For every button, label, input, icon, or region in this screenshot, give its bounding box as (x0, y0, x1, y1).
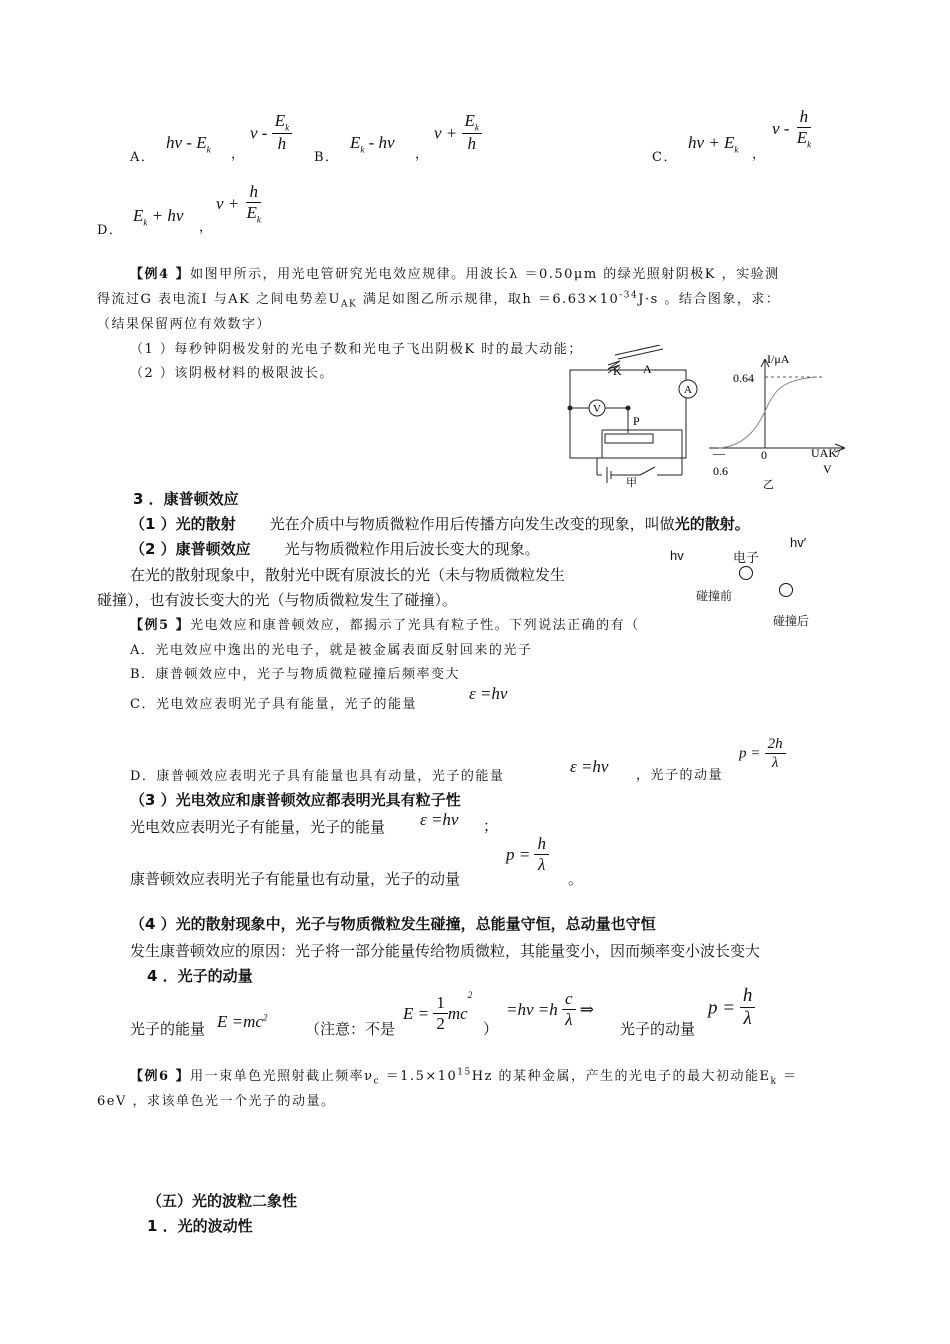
compton-hv-prime-label: hv′ (790, 535, 807, 550)
example-6-line1: 【例6 】用一束单色光照射截止频率$\nu_c =1.5\times 10^{15}Hz$ 的某种金属，产生的光电子的最大初动能$E_k$ ＝ (130, 1067, 798, 1087)
section-3-p4-text: 发生康普顿效应的原因：光子将一部分能量传给物质微粒，其能量变小，因而频率变小波长变大 (130, 942, 761, 960)
y-tick-label: 0.64 (733, 371, 754, 385)
section-4-eq3: =hν =h $\frac{c}{\lambda}$ ⇒ (506, 989, 595, 1029)
electron-before-circle (739, 566, 753, 580)
option-a-expr1: hν - $E_k$ (166, 133, 211, 155)
comma: ， (752, 147, 767, 162)
compton-before-label: 碰撞前 (696, 589, 733, 603)
example-5-option-a: A．光电效应中逸出的光电子，就是被金属表面反射回来的光子 (130, 643, 533, 658)
section-4-eq4: p = $\frac{h}{\lambda}$ (708, 986, 755, 1031)
option-b-label: B． (314, 150, 340, 165)
section-4-lead: 光子的能量 (130, 1020, 206, 1038)
option-b-expr2: ν + $\frac{E_k}{h}$ (434, 112, 482, 155)
option-b-expr1: $E_k$ - hν (350, 133, 395, 155)
example-5-option-d-eq: ε =hν (570, 757, 609, 776)
example-4-line3: （结果保留两位有效数字） (97, 317, 272, 332)
voltmeter-label: V (593, 403, 601, 415)
option-a-label: A． (130, 150, 156, 165)
comma: ， (231, 147, 246, 162)
x-axis-unit: V (823, 462, 832, 476)
example-5-option-c-eq: ε =hν (469, 684, 508, 703)
iu-curve (719, 377, 817, 448)
option-a-expr2: ν - $\frac{E_k}{h}$ (250, 112, 292, 155)
example-5-stem: 【例5 】光电效应和康普顿效应，都揭示了光具有粒子性。下列说法正确的有（ (130, 618, 640, 633)
section-3-p4-label: （4 ）光的散射现象中，光子与物质微粒发生碰撞，总能量守恒，总动量也守恒 (130, 915, 656, 933)
section-3-p3-line2: 碰撞），也有波长变大的光（与物质微粒发生了碰撞）。 (97, 591, 458, 609)
option-c-expr1: $h\nu + E_k$ (688, 133, 739, 155)
section-4-momentum-lead: 光子的动量 (620, 1020, 696, 1038)
comma: ， (199, 220, 214, 235)
figure-jia-caption: 甲 (626, 476, 637, 489)
section-3-l1: 光电效应表明光子有能量，光子的能量 (130, 818, 386, 836)
example-4-line1: 【例4 】如图甲所示，用光电管研究光电效应规律。用波长λ ＝0.50μm 的绿光照射阴极K ，实验测 (130, 267, 780, 282)
section-4-paren-close: ） (483, 1020, 499, 1038)
example-5-option-d-mid: ，光子的动量 (636, 768, 724, 783)
label-k: K (613, 364, 622, 378)
origin-label: 0 (761, 448, 767, 462)
section-4-title: 4 ．光子的动量 (147, 967, 253, 985)
section-3-l2-end: 。 (568, 870, 584, 888)
label-p: P (633, 414, 640, 428)
section-3-p2: （2 ）康普顿效应 光与物质微粒作用后波长变大的现象。 (130, 540, 540, 558)
compton-electron-label: 电子 (733, 551, 760, 566)
example-4-question-2: （2 ）该阴极材料的极限波长。 (130, 366, 334, 381)
example-4-line2: 得流过G 表电流I 与AK 之间电势差$U_{AK}$ 满足如图乙所示规律，取$h =6.63\times 10^{-34}J\cdot s$ 。结合图象，求： (97, 290, 781, 310)
comma: ， (415, 147, 430, 162)
option-d-label: D． (97, 223, 124, 238)
section-4-eq1: $E =mc^2$ (217, 1012, 268, 1031)
section-3-l1-eq: ε =hν (420, 810, 459, 829)
figure-yi-caption: 乙 (763, 478, 774, 491)
section-3-title: 3 ．康普顿效应 (133, 490, 239, 508)
option-d-expr1: $E_k + h\nu$ (133, 206, 184, 228)
option-c-label: C． (652, 150, 678, 165)
example-5-option-b: B．康普顿效应中，光子与物质微粒碰撞后频率变大 (130, 667, 461, 682)
section-5-sub1: 1 ．光的波动性 (147, 1217, 253, 1235)
section-3-l1-end: ； (483, 817, 499, 835)
example-4-question-1: （1 ）每秒钟阴极发射的光电子数和光电子飞出阴极K 时的最大动能； (130, 342, 583, 357)
compton-hv-label: hv (670, 548, 684, 563)
section-4-eq2: E = $\frac{1}{2}$ $mc^2$ (403, 990, 473, 1033)
x-neg-tick-label: 0.6 (713, 464, 728, 478)
y-axis-label: I/μA (767, 352, 790, 366)
compton-after-label: 碰撞后 (773, 614, 810, 628)
option-d-expr2: ν + $\frac{h}{E_k}$ (216, 182, 261, 225)
section-5-title: （五）光的波粒二象性 (147, 1192, 298, 1210)
x-axis-label: UAK/ (811, 446, 841, 460)
section-3-p3-label: （3 ）光电效应和康普顿效应都表明光具有粒子性 (130, 791, 461, 809)
section-3-p3-line1: 在光的散射现象中，散射光中既有原波长的光（未与物质微粒发生 (130, 566, 566, 584)
x-neg-dash: — (713, 446, 725, 460)
section-3-l2-momentum: p = $\frac{h}{\lambda}$ (506, 835, 549, 875)
section-3-l2: 康普顿效应表明光子有能量也有动量，光子的动量 (130, 870, 461, 888)
section-3-p1: （1 ）光的散射 光在介质中与物质微粒作用后传播方向发生改变的现象，叫做光的散射。 (130, 515, 750, 533)
circuit-diagram (560, 345, 700, 495)
example-6-line2: 6eV ，求该单色光一个光子的动量。 (97, 1094, 336, 1109)
label-a: A (643, 362, 652, 376)
ammeter-label: A (684, 384, 692, 396)
option-c-expr2: ν - $\frac{h}{E_k}$ (772, 107, 812, 150)
electron-after-circle (779, 583, 793, 597)
section-4-note: （注意：不是 (305, 1020, 396, 1038)
example-5-option-c: C．光电效应表明光子具有能量，光子的能量 (130, 697, 417, 712)
example-5-option-d: D．康普顿效应表明光子具有能量也具有动量，光子的能量 (130, 769, 505, 784)
example-5-option-d-momentum: p = $\frac{2h}{\lambda}$ (739, 736, 786, 772)
iu-graph (705, 345, 855, 495)
